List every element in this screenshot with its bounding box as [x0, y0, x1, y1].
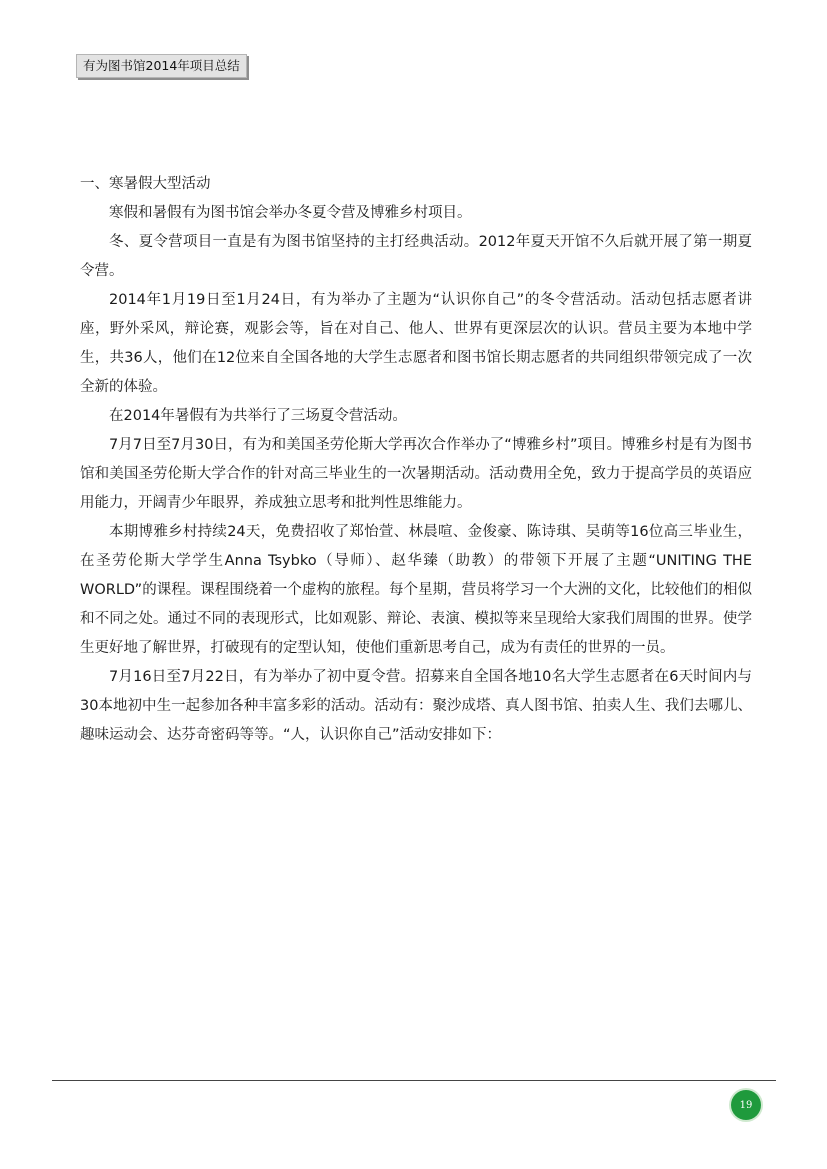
paragraph: 7月7日至7月30日，有为和美国圣劳伦斯大学再次合作举办了“博雅乡村”项目。博雅乡村是有为图书馆和美国圣劳伦斯大学合作的针对高三毕业生的一次暑期活动。活动费用全免，致力于提高学员的英语应用能力，开阔青少年眼界，养成独立思考和批判性思维能力。 — [80, 437, 752, 511]
paragraph: 冬、夏令营项目一直是有为图书馆坚持的主打经典活动。2012年夏天开馆不久后就开展了第一期夏令营。 — [80, 234, 752, 279]
paragraph: 7月16日至7月22日，有为举办了初中夏令营。招募来自全国各地10名大学生志愿者在6天时间内与30本地初中生一起参加各种丰富多彩的活动。活动有：聚沙成塔、真人图书馆、拍卖人生、我们去哪儿、趣味运动会、达芬奇密码等等。“人，认识你自己”活动安排如下： — [80, 669, 752, 743]
document-header-title: 有为图书馆2014年项目总结 — [76, 54, 247, 78]
page-number-badge: 19 — [731, 1090, 761, 1120]
paragraph: 寒假和暑假有为图书馆会举办冬夏令营及博雅乡村项目。 — [109, 205, 472, 221]
footer-divider — [52, 1080, 776, 1081]
paragraph: 在2014年暑假有为共举行了三场夏令营活动。 — [109, 408, 407, 424]
paragraph: 2014年1月19日至1月24日，有为举办了主题为“认识你自己”的冬令营活动。活动包括志愿者讲座，野外采风，辩论赛，观影会等，旨在对自己、他人、世界有更深层次的认识。营员主要为本地中学生，共36人，他们在12位来自全国各地的大学生志愿者和图书馆长期志愿者的共同组织带领完成了一次全新的体验。 — [80, 292, 752, 395]
section-body — [80, 170, 752, 750]
paragraph: 本期博雅乡村持续24天，免费招收了郑怡萱、林晨喧、金俊豪、陈诗琪、吴萌等16位高三毕业生，在圣劳伦斯大学学生Anna Tsybko（导师）、赵华臻（助教）的带领下开展了主题“UNITING THE WORLD”的课程。课程围绕着一个虚构的旅程。每个星期，营员将学习一个大洲的文化，比较他们的相似和不同之处。通过不同的表现形式，比如观影、辩论、表演、模拟等来呈现给大家我们周围的世界。使学生更好地了解世界，打破现有的定型认知，使他们重新思考自己，成为有责任的世界的一员。 — [80, 524, 752, 656]
section-heading: 一、寒暑假大型活动 — [80, 176, 211, 192]
